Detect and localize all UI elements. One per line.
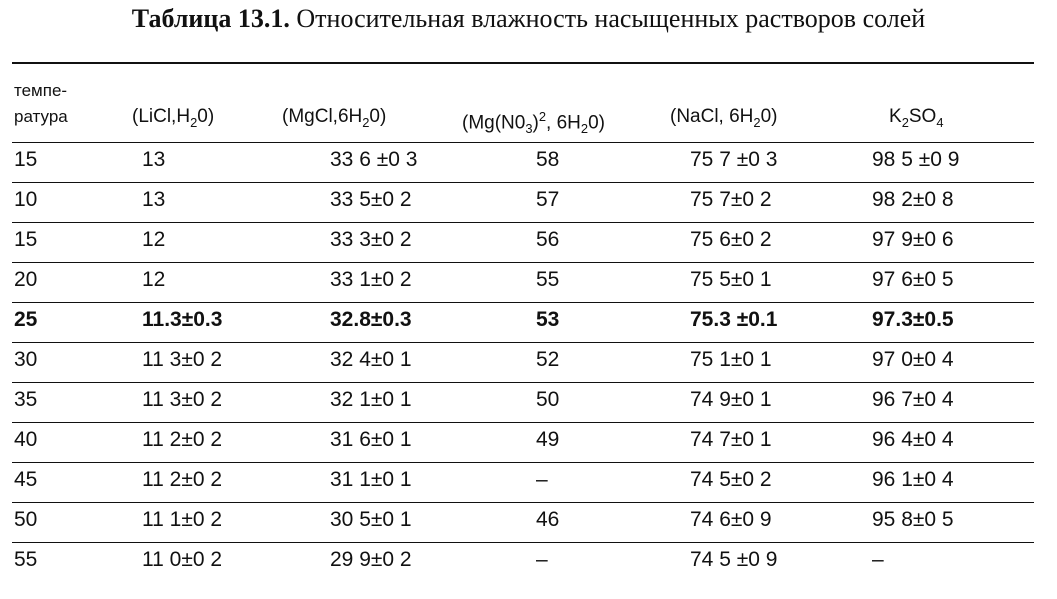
humidity-cell: 96 7±0 4 [872, 388, 954, 411]
temperature-cell: 15 [14, 148, 38, 171]
humidity-cell: 11 2±0 2 [142, 468, 223, 491]
humidity-cell: 97 9±0 6 [872, 228, 954, 251]
table-caption [0, 4, 1057, 34]
humidity-cell: 49 [536, 428, 560, 451]
humidity-cell: 74 9±0 1 [690, 388, 772, 411]
humidity-cell: 31 6±0 1 [330, 428, 412, 451]
table-row [12, 182, 1034, 222]
humidity-cell: 75 6±0 2 [690, 228, 772, 251]
table-row [12, 542, 1034, 582]
humidity-cell: – [536, 548, 548, 571]
humidity-cell: 56 [536, 228, 560, 251]
header-mgcl: $(MgCl,6H_20)$ [282, 106, 387, 130]
humidity-cell: 98 5 ±0 9 [872, 148, 960, 171]
table-row [12, 262, 1034, 302]
temperature-cell: 45 [14, 468, 38, 491]
humidity-cell: 53 [536, 308, 560, 331]
humidity-cell: 55 [536, 268, 560, 291]
humidity-cell: 32 1±0 1 [330, 388, 412, 411]
header-licl: $(LiCl,H_20)$ [132, 106, 215, 130]
humidity-cell: 13 [142, 188, 166, 211]
header-temperature-line1: темпе- [14, 81, 68, 100]
humidity-cell: 75 1±0 1 [690, 348, 772, 371]
humidity-cell: 74 5±0 2 [690, 468, 772, 491]
humidity-cell: 12 [142, 228, 166, 251]
humidity-cell: 33 6 ±0 3 [330, 148, 418, 171]
humidity-cell: 75.3 ±0.1 [690, 308, 778, 331]
humidity-cell: 57 [536, 188, 560, 211]
humidity-cell: 52 [536, 348, 560, 371]
temperature-cell: 50 [14, 508, 38, 531]
humidity-cell: 96 1±0 4 [872, 468, 954, 491]
header-temperature [14, 78, 68, 130]
humidity-cell: 75 7 ±0 3 [690, 148, 778, 171]
table-row [12, 342, 1034, 382]
header-k2so4: $K_2SO_4$ [889, 106, 944, 130]
header-temperature-line2: ратура [14, 107, 68, 126]
humidity-cell: 11 3±0 2 [142, 388, 223, 411]
humidity-cell: 33 1±0 2 [330, 268, 412, 291]
table-row [12, 502, 1034, 542]
table-row [12, 142, 1034, 182]
humidity-cell: 97 6±0 5 [872, 268, 954, 291]
temperature-cell: 20 [14, 268, 38, 291]
temperature-cell: 10 [14, 188, 38, 211]
humidity-cell: 33 3±0 2 [330, 228, 412, 251]
humidity-cell: 46 [536, 508, 560, 531]
humidity-cell: 74 7±0 1 [690, 428, 772, 451]
humidity-cell: 13 [142, 148, 166, 171]
temperature-cell: 55 [14, 548, 38, 571]
table-title: Относительная влажность насыщенных растворов солей [296, 4, 926, 33]
top-rule [12, 62, 1034, 64]
header-mgno3: ($Mg(N0_3)^2$, $6H_20$) [462, 109, 605, 137]
header-nacl: (NaCl, $6H_20$) [670, 106, 778, 130]
temperature-cell: 25 [14, 308, 38, 331]
humidity-cell: 11 2±0 2 [142, 428, 223, 451]
humidity-cell: 29 9±0 2 [330, 548, 412, 571]
humidity-cell: 11 3±0 2 [142, 348, 223, 371]
humidity-cell: 97.3±0.5 [872, 308, 954, 331]
table-number: Таблица 13.1. [131, 4, 290, 33]
table-header [14, 78, 1036, 138]
humidity-cell: 30 5±0 1 [330, 508, 412, 531]
humidity-cell: – [872, 548, 884, 571]
temperature-cell: 40 [14, 428, 38, 451]
humidity-cell: 95 8±0 5 [872, 508, 954, 531]
humidity-cell: 32 4±0 1 [330, 348, 412, 371]
humidity-cell: – [536, 468, 548, 491]
table-row [12, 222, 1034, 262]
humidity-cell: 75 7±0 2 [690, 188, 772, 211]
humidity-cell: 11.3±0.3 [142, 308, 223, 331]
temperature-cell: 35 [14, 388, 38, 411]
humidity-cell: 96 4±0 4 [872, 428, 954, 451]
table-body [12, 142, 1034, 582]
humidity-cell: 97 0±0 4 [872, 348, 954, 371]
humidity-cell: 12 [142, 268, 166, 291]
table-row [12, 462, 1034, 502]
humidity-cell: 58 [536, 148, 560, 171]
humidity-cell: 74 6±0 9 [690, 508, 772, 531]
table-row [12, 382, 1034, 422]
humidity-cell: 74 5 ±0 9 [690, 548, 778, 571]
humidity-cell: 98 2±0 8 [872, 188, 954, 211]
humidity-cell: 75 5±0 1 [690, 268, 772, 291]
humidity-cell: 11 0±0 2 [142, 548, 223, 571]
humidity-cell: 50 [536, 388, 560, 411]
humidity-cell: 32.8±0.3 [330, 308, 412, 331]
temperature-cell: 30 [14, 348, 38, 371]
humidity-cell: 33 5±0 2 [330, 188, 412, 211]
humidity-cell: 31 1±0 1 [330, 468, 412, 491]
table-row [12, 302, 1034, 342]
table-row [12, 422, 1034, 462]
temperature-cell: 15 [14, 228, 38, 251]
humidity-cell: 11 1±0 2 [142, 508, 223, 531]
